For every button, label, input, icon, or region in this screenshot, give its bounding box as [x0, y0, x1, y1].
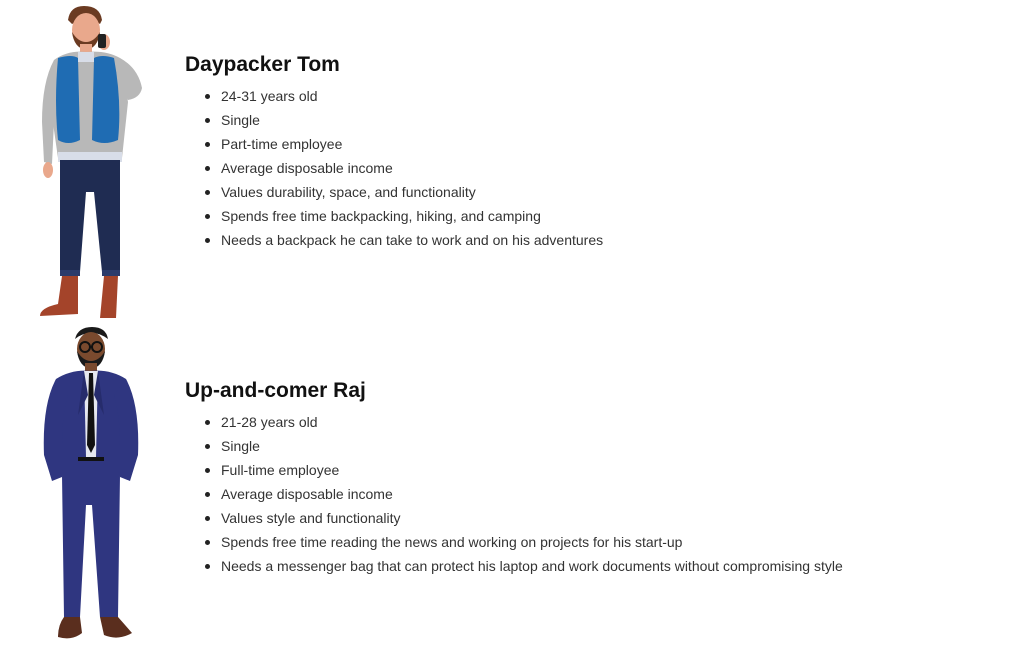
bullet-icon	[205, 238, 210, 243]
trait-text: Spends free time backpacking, hiking, and camping	[221, 208, 541, 224]
trait-item	[185, 506, 843, 530]
bullet-icon	[205, 214, 210, 219]
trait-item	[185, 410, 843, 434]
trait-item	[185, 228, 603, 252]
persona-daypacker-tom	[0, 0, 1015, 325]
trait-item	[185, 434, 843, 458]
persona-name: Daypacker Tom	[185, 53, 340, 76]
persona-details-raj	[185, 378, 843, 578]
trait-item	[185, 132, 603, 156]
trait-text: 21-28 years old	[221, 414, 318, 430]
trait-list	[185, 84, 603, 252]
bullet-icon	[205, 142, 210, 147]
bullet-icon	[205, 468, 210, 473]
trait-text: Values durability, space, and functionality	[221, 184, 476, 200]
trait-text: Spends free time reading the news and working on projects for his start-up	[221, 534, 683, 550]
bullet-icon	[205, 190, 210, 195]
trait-item	[185, 180, 603, 204]
persona-details-tom	[185, 52, 603, 252]
trait-text: Average disposable income	[221, 486, 393, 502]
bullet-icon	[205, 444, 210, 449]
trait-list	[185, 410, 843, 578]
trait-text: Part-time employee	[221, 136, 343, 152]
trait-item	[185, 554, 843, 578]
bullet-icon	[205, 166, 210, 171]
bullet-icon	[205, 516, 210, 521]
trait-item	[185, 482, 843, 506]
trait-text: Single	[221, 438, 260, 454]
trait-item	[185, 204, 603, 228]
bullet-icon	[205, 420, 210, 425]
trait-item	[185, 458, 843, 482]
trait-text: Values style and functionality	[221, 510, 401, 526]
trait-item	[185, 530, 843, 554]
trait-text: Needs a backpack he can take to work and on his adventures	[221, 232, 604, 248]
trait-item	[185, 156, 603, 180]
persona-up-and-comer-raj	[0, 325, 1015, 663]
trait-text: Single	[221, 112, 260, 128]
persona-name: Up-and-comer Raj	[185, 379, 366, 402]
persona-illustration-tom	[28, 2, 158, 320]
trait-text: Average disposable income	[221, 160, 393, 176]
trait-item	[185, 84, 603, 108]
bullet-icon	[205, 540, 210, 545]
persona-illustration-raj	[28, 325, 158, 649]
bullet-icon	[205, 94, 210, 99]
bullet-icon	[205, 564, 210, 569]
trait-item	[185, 108, 603, 132]
bullet-icon	[205, 118, 210, 123]
trait-text: Full-time employee	[221, 462, 340, 478]
trait-text: Needs a messenger bag that can protect his laptop and work documents without compromising style	[221, 558, 843, 574]
bullet-icon	[205, 492, 210, 497]
trait-text: 24-31 years old	[221, 88, 318, 104]
